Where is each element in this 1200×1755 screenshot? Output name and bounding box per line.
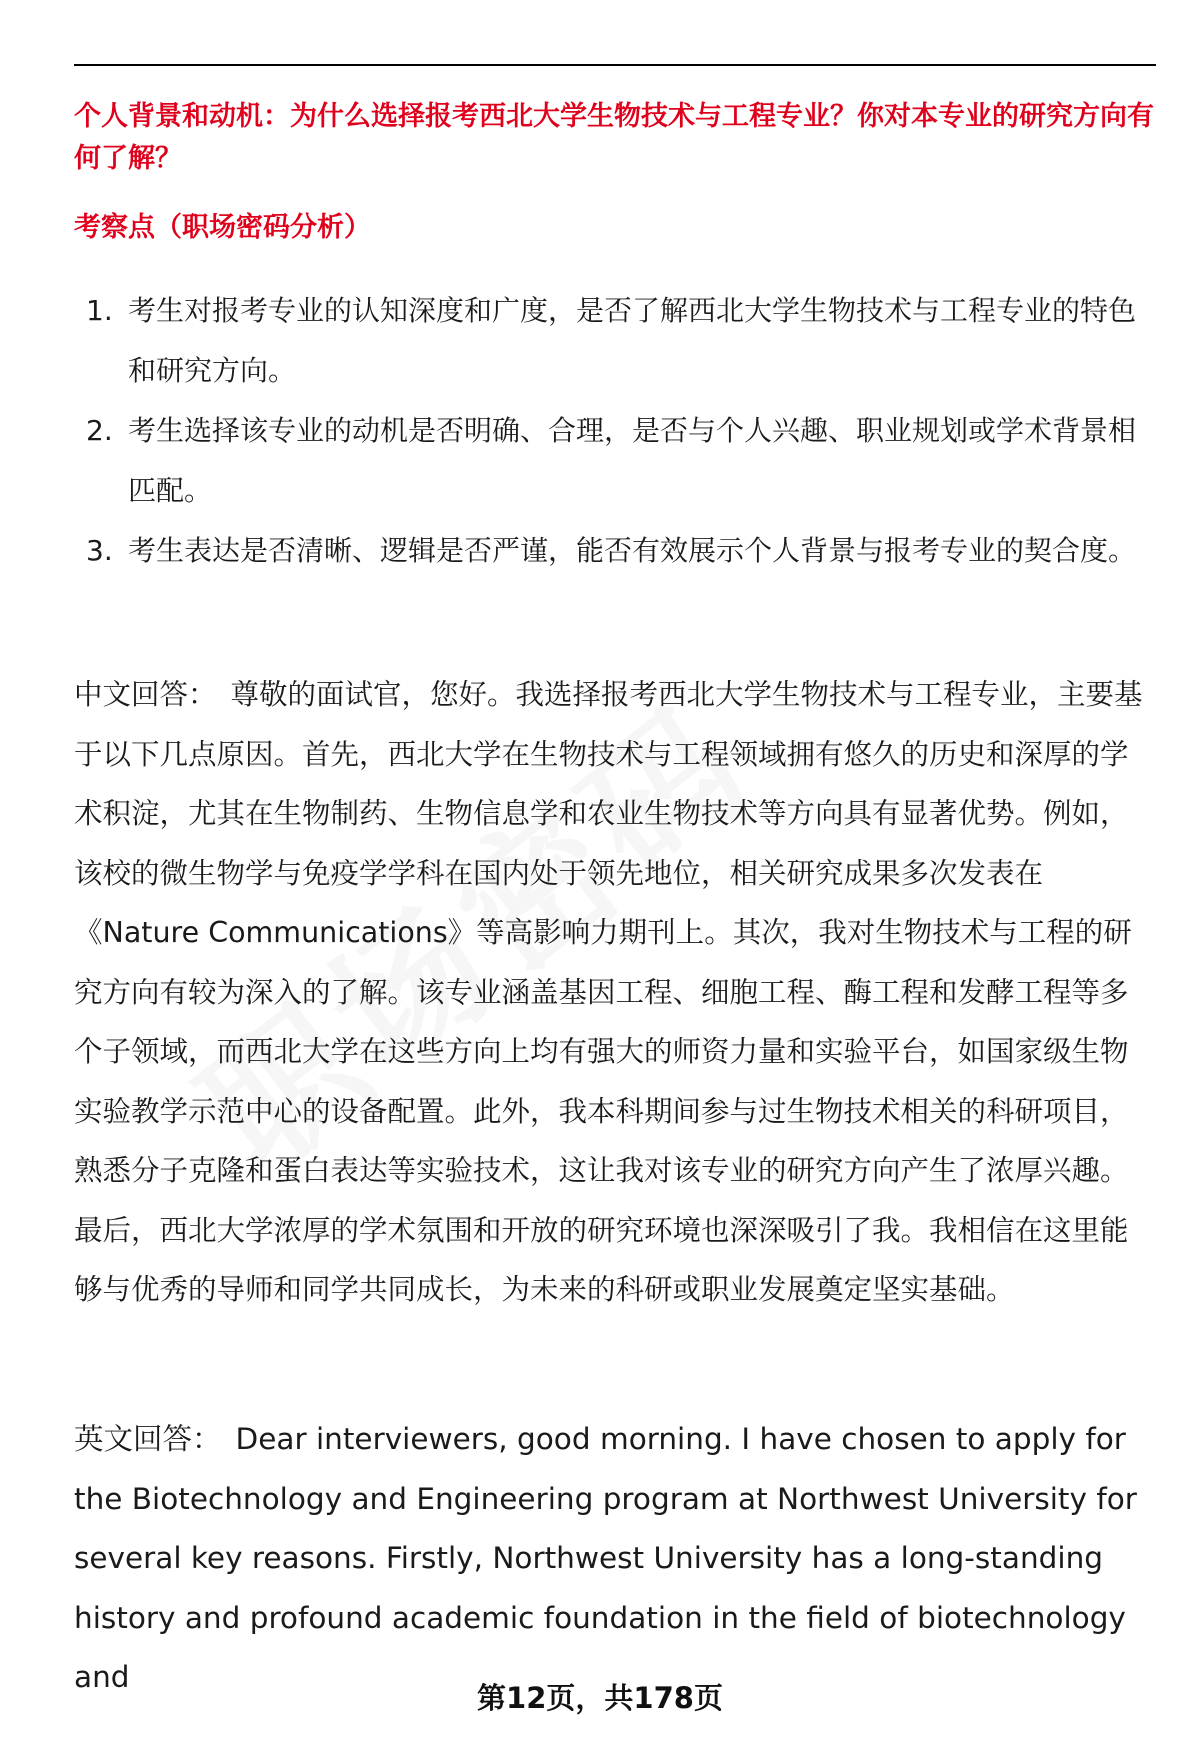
point-text: 考生选择该专业的动机是否明确、合理，是否与个人兴趣、职业规划或学术背景相匹配。 — [128, 414, 1137, 507]
header-rule — [74, 64, 1156, 66]
english-answer — [74, 1410, 1156, 1708]
assessment-point — [74, 281, 1156, 401]
assessment-list — [74, 281, 1156, 581]
point-number: 3. — [86, 534, 113, 567]
chinese-answer-text: 尊敬的面试官，您好。我选择报考西北大学生物技术与工程专业，主要基于以下几点原因。首先，西北大学在生物技术与工程领域拥有悠久的历史和深厚的学术积淀，尤其在生物制药、生物信息学和农业生物技术等方向具有显著优势。例如，该校的微生物学与免疫学学科在国内处于领先地位，相关研究成果多次发表在《Nature Communications》等高影响力期刊上。其次，我对生物技术与工程的研究方向有较为深入的了解。该专业涵盖基因工程、细胞工程、酶工程和发酵工程等多个子领域，而西北大学在这些方向上均有强大的师资力量和实验平台，如国家级生物实验教学示范中心的设备配置。此外，我本科期间参与过生物技术相关的科研项目，熟悉分子克隆和蛋白表达等实验技术，这让我对该专业的研究方向产生了浓厚兴趣。最后，西北大学浓厚的学术氛围和开放的研究环境也深深吸引了我。我相信在这里能够与优秀的导师和同学共同成长，为未来的科研或职业发展奠定坚实基础。 — [74, 678, 1143, 1306]
point-text: 考生表达是否清晰、逻辑是否严谨，能否有效展示个人背景与报考专业的契合度。 — [128, 534, 1137, 567]
assessment-heading: 考察点（职场密码分析） — [74, 212, 371, 243]
assessment-point — [74, 521, 1156, 581]
assessment-point — [74, 401, 1156, 521]
english-answer-text: Dear interviewers, good morning. I have chosen to apply for the Biotechnology and Engineering program at Northwest University for several key reasons. Firstly, Northwest University has a long-standing history and profound academic foundation in the field of biotechnology and — [74, 1422, 1137, 1694]
chinese-answer-label: 中文回答： — [74, 678, 217, 711]
point-text: 考生对报考专业的认知深度和广度，是否了解西北大学生物技术与工程专业的特色和研究方向。 — [128, 294, 1137, 387]
page-number: 第12页，共178页 — [477, 1681, 723, 1715]
point-number: 2. — [86, 414, 113, 447]
point-number: 1. — [86, 294, 113, 327]
english-answer-label: 英文回答： — [74, 1422, 222, 1456]
chinese-answer — [74, 665, 1156, 1320]
question-heading: 个人背景和动机：为什么选择报考西北大学生物技术与工程专业？你对本专业的研究方向有何了解？ — [74, 101, 1154, 174]
